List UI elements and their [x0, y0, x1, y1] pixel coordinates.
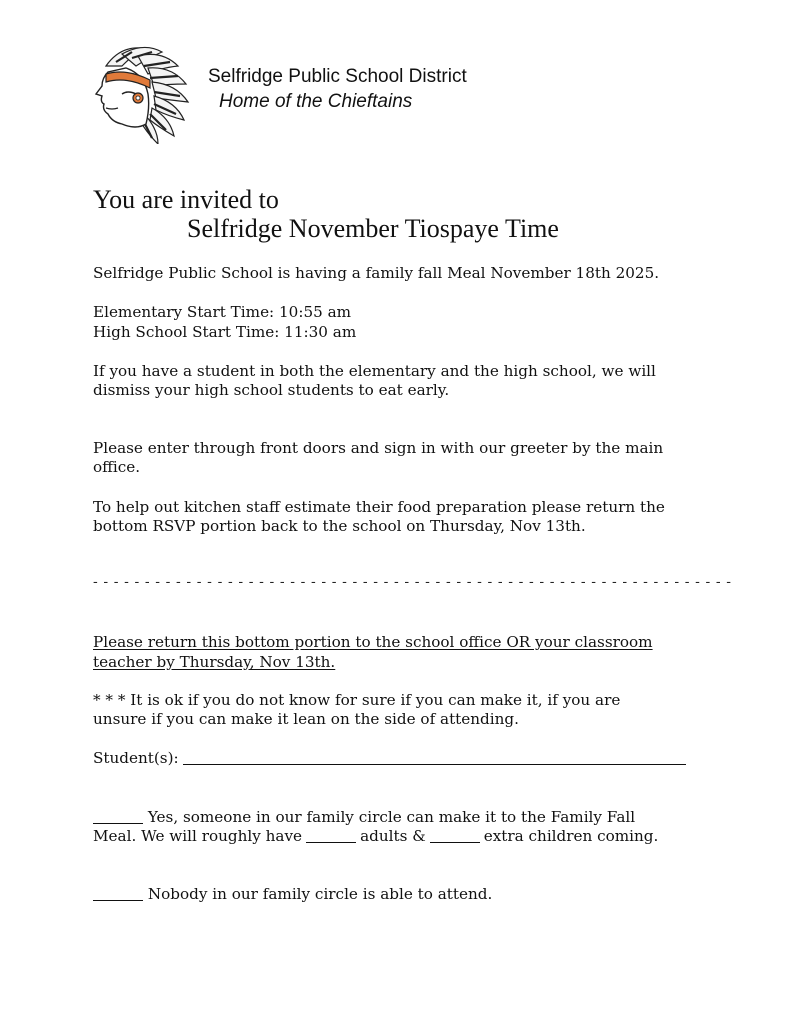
dismissal-note-line-1: If you have a student in both the elementary and the high school, we will	[93, 362, 656, 380]
yes-checkbox-blank[interactable]	[93, 809, 143, 824]
yes-option-text-b: adults &	[360, 827, 426, 845]
no-option-line	[93, 885, 492, 905]
event-title: Selfridge November Tiospaye Time	[187, 214, 559, 243]
attendance-note-line-1: * * * It is ok if you do not know for sure if you can make it, if you are	[93, 691, 621, 709]
rsvp-request-line-1: To help out kitchen staff estimate their food preparation please return the	[93, 498, 665, 516]
dismissal-note-line-2: dismiss your high school students to eat early.	[93, 381, 450, 399]
elementary-start-time: Elementary Start Time: 10:55 am	[93, 303, 352, 321]
high-school-start-time: High School Start Time: 11:30 am	[93, 323, 357, 341]
yes-option-text: Yes, someone in our family circle can make it to the Family Fall	[147, 808, 636, 826]
yes-option-line-1	[93, 808, 635, 828]
adults-count-blank[interactable]	[306, 828, 356, 843]
rsvp-request-line-2: bottom RSVP portion back to the school on Thursday, Nov 13th.	[93, 517, 586, 535]
invitation-heading: You are invited to	[93, 185, 279, 214]
student-field	[93, 749, 686, 769]
event-intro: Selfridge Public School is having a family fall Meal November 18th 2025.	[93, 264, 660, 282]
yes-option-text-a: Meal. We will roughly have	[93, 827, 303, 845]
attendance-note-line-2: unsure if you can make it lean on the side of attending.	[93, 710, 519, 728]
student-field-label: Student(s):	[93, 749, 179, 767]
district-name: Selfridge Public School District	[208, 66, 467, 87]
return-instructions-line-2: teacher by Thursday, Nov 13th.	[93, 653, 336, 671]
yes-option-line-2	[93, 827, 658, 847]
no-option-text: Nobody in our family circle is able to attend.	[147, 885, 493, 903]
yes-option-text-c: extra children coming.	[483, 827, 659, 845]
district-motto: Home of the Chieftains	[219, 91, 413, 112]
cut-line-divider: - - - - - - - - - - - - - - - - - - - - - - - - - - - - - - - - - - - - - - - - - - - - - - - - - - - - - - - - - - - - - -	[93, 574, 732, 590]
entry-instructions-line-2: office.	[93, 458, 141, 476]
student-name-blank[interactable]	[183, 750, 686, 765]
return-instructions-line-1: Please return this bottom portion to the school office OR your classroom	[93, 633, 653, 651]
chief-headdress-logo	[92, 44, 196, 144]
entry-instructions-line-1: Please enter through front doors and sign in with our greeter by the main	[93, 439, 664, 457]
no-checkbox-blank[interactable]	[93, 886, 143, 901]
children-count-blank[interactable]	[430, 828, 480, 843]
